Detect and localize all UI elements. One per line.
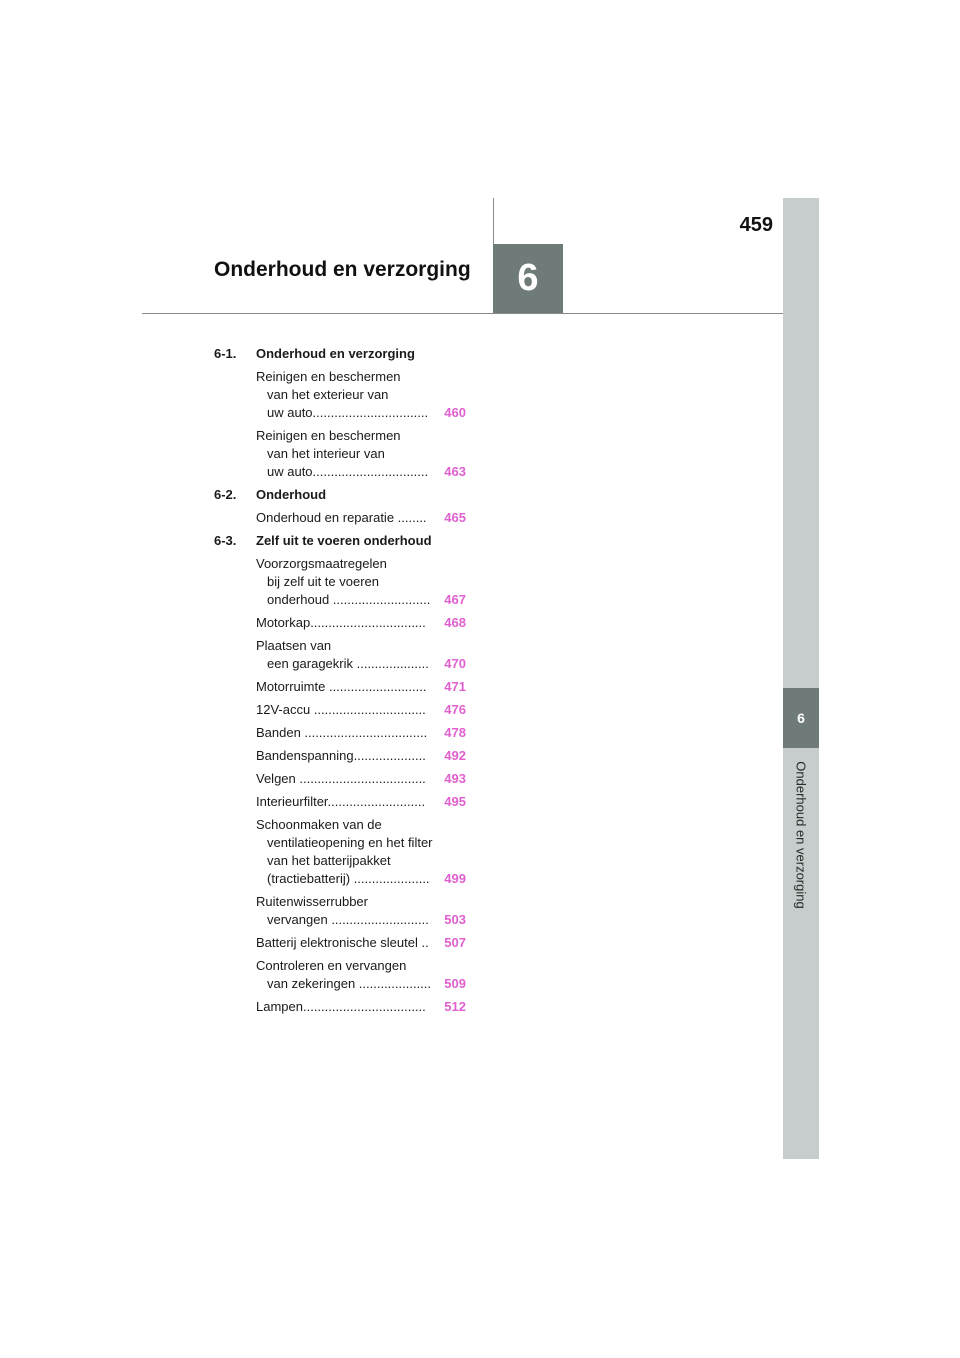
toc-section-title: Zelf uit te voeren onderhoud [256,533,432,548]
toc-entry-title-continued: van het exterieur van uw auto................................ [267,387,429,420]
toc-entry-title: Lampen.................................. [256,999,426,1014]
toc-entry-title: Plaatsen van [256,638,332,653]
table-of-contents [214,345,474,1021]
toc-entry[interactable] [256,998,466,1016]
toc-entry-title: Onderhoud en reparatie ........ [256,510,427,525]
toc-page-link[interactable]: 492 [444,748,466,763]
toc-entry[interactable] [256,724,466,742]
toc-page-link[interactable]: 467 [444,592,466,607]
toc-entry-title: Interieurfilter........................... [256,794,426,809]
toc-entry-title: Schoonmaken van de [256,817,382,832]
toc-entry[interactable] [256,747,466,765]
toc-section-number: 6-1. [214,346,237,361]
toc-entry-title-continued: ventilatieopening en het filter van het batterijpakket (tractiebatterij) ..................... [267,835,433,886]
toc-section-title: Onderhoud [256,487,327,502]
toc-entry[interactable] [256,368,466,422]
toc-entry[interactable] [256,957,466,993]
toc-entry-title: Velgen ................................... [256,771,426,786]
toc-section-heading[interactable] [214,532,474,550]
toc-page-link[interactable]: 463 [444,464,466,479]
toc-entry-title: Controleren en vervangen [256,958,407,973]
toc-entry-title-continued: bij zelf uit te voeren onderhoud ........................... [267,574,431,607]
toc-entry-title: Reinigen en beschermen [256,369,401,384]
toc-page-link[interactable]: 470 [444,656,466,671]
side-tab-label: Onderhoud en verzorging [793,761,809,909]
toc-entry[interactable] [256,614,466,632]
toc-entry[interactable] [256,934,466,952]
toc-entry-title: Ruitenwisserrubber [256,894,368,909]
toc-page-link[interactable]: 503 [444,912,466,927]
toc-entry[interactable] [256,678,466,696]
chapter-number-box: 6 [493,244,563,313]
toc-page-link[interactable]: 468 [444,615,466,630]
toc-entry[interactable] [256,893,466,929]
toc-page-link[interactable]: 478 [444,725,466,740]
page-number: 459 [739,214,773,236]
toc-entry[interactable] [256,816,466,888]
chapter-title: Onderhoud en verzorging [214,258,471,281]
side-tab [783,198,819,1159]
toc-entry-title: Banden .................................. [256,725,428,740]
header-divider [142,313,783,314]
toc-entry[interactable] [256,793,466,811]
toc-entry-title: Motorruimte ........................... [256,679,427,694]
toc-entry-title-continued: een garagekrik .................... [267,656,429,671]
toc-page-link[interactable]: 465 [444,510,466,525]
toc-entry-title: Bandenspanning.................... [256,748,426,763]
toc-entry[interactable] [256,555,466,609]
toc-section-title: Onderhoud en verzorging [256,346,415,361]
side-tab-chapter-number: 6 [783,688,819,748]
toc-page-link[interactable]: 499 [444,871,466,886]
toc-page-link[interactable]: 476 [444,702,466,717]
toc-page-link[interactable]: 495 [444,794,466,809]
toc-entry-title-continued: van het interieur van uw auto................................ [267,446,429,479]
toc-page-link[interactable]: 507 [444,935,466,950]
toc-section-heading[interactable] [214,486,474,504]
toc-entry[interactable] [256,770,466,788]
toc-entry-title: Motorkap................................ [256,615,426,630]
toc-entry-title: Voorzorgsmaatregelen [256,556,387,571]
toc-page-link[interactable]: 512 [444,999,466,1014]
toc-entry-title: Reinigen en beschermen [256,428,401,443]
toc-entry[interactable] [256,509,466,527]
toc-entry[interactable] [256,427,466,481]
toc-entry-title: 12V-accu ............................... [256,702,426,717]
toc-page-link[interactable]: 509 [444,976,466,991]
toc-section-number: 6-2. [214,487,237,502]
toc-page-link[interactable]: 493 [444,771,466,786]
toc-entry-title-continued: vervangen ........................... [267,912,429,927]
toc-section-heading[interactable] [214,345,474,363]
toc-entry-title-continued: van zekeringen .................... [267,976,432,991]
toc-entry-title: Batterij elektronische sleutel .. [256,935,429,950]
toc-page-link[interactable]: 471 [444,679,466,694]
toc-entry[interactable] [256,637,466,673]
toc-page-link[interactable]: 460 [444,405,466,420]
header-divider-vertical [493,198,494,244]
toc-entry[interactable] [256,701,466,719]
toc-section-number: 6-3. [214,533,237,548]
